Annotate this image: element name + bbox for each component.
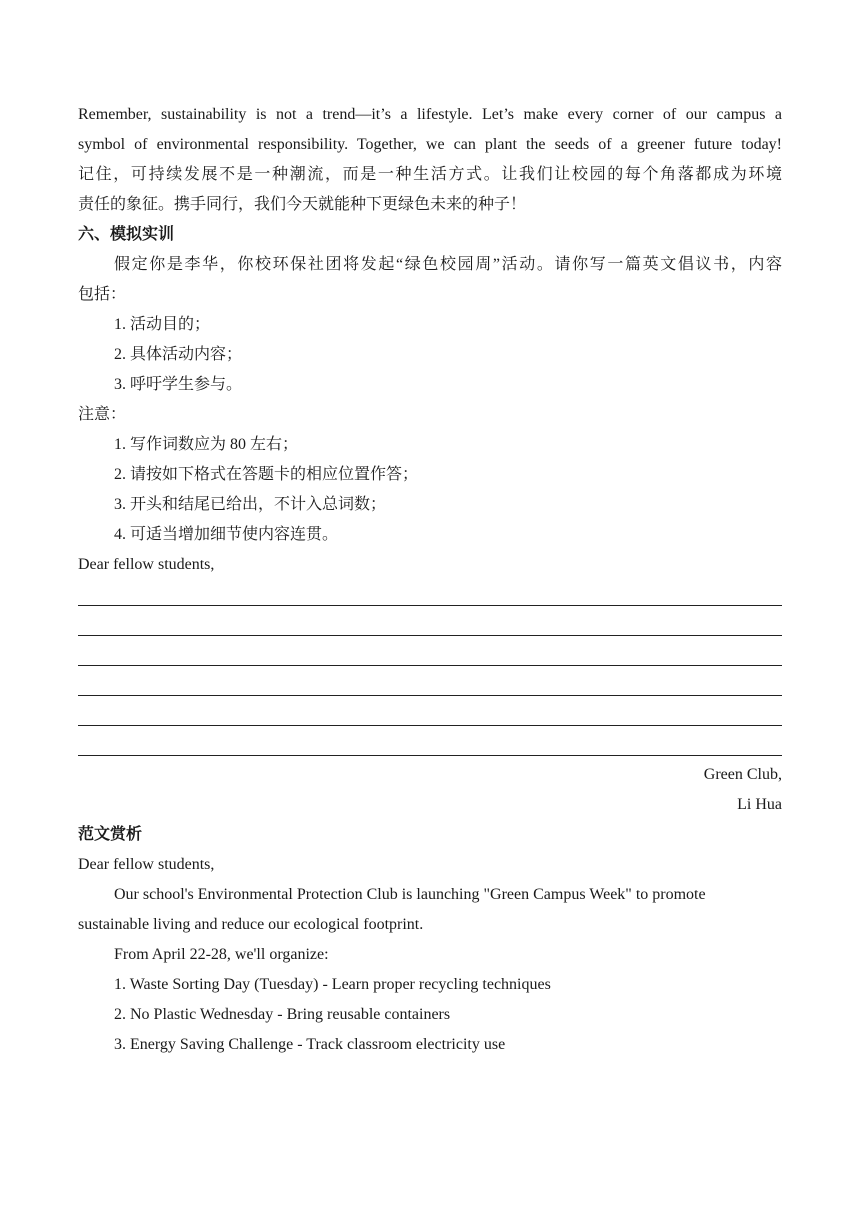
intro-chinese-line-2: 责任的象征。携手同行，我们今天就能种下更绿色未来的种子！ [78, 196, 527, 213]
intro-english-line-1: Remember, sustainability is not a trend—it’s a lifestyle. Let’s make every corner of our campus a [78, 106, 782, 123]
intro-english-line-2: symbol of environmental responsibility. Together, we can plant the seeds of a greener future today! [78, 136, 782, 153]
answer-line[interactable] [78, 700, 782, 730]
requirement-item: 1. 活动目的； [114, 316, 211, 333]
document-page [78, 100, 782, 1060]
writing-salutation: Dear fellow students, [78, 556, 215, 573]
section-heading: 六、模拟实训 [78, 226, 175, 243]
note-item: 2. 请按如下格式在答题卡的相应位置作答； [114, 466, 419, 483]
notes-label: 注意： [78, 406, 127, 423]
requirement-item: 2. 具体活动内容； [114, 346, 243, 363]
sample-paragraph-line: sustainable living and reduce our ecological footprint. [78, 916, 424, 933]
sample-paragraph-intro: From April 22-28, we'll organize: [114, 946, 329, 963]
activity-item: 3. Energy Saving Challenge - Track classroom electricity use [114, 1036, 506, 1053]
activity-item: 2. No Plastic Wednesday - Bring reusable containers [114, 1006, 451, 1023]
task-prompt-line-2: 包括： [78, 286, 127, 303]
answer-line[interactable] [78, 670, 782, 700]
requirement-item: 3. 呼吁学生参与。 [114, 376, 243, 393]
signoff-club: Green Club, [703, 766, 782, 783]
answer-line[interactable] [78, 580, 782, 610]
answer-line[interactable] [78, 730, 782, 760]
answer-line[interactable] [78, 640, 782, 670]
activity-item: 1. Waste Sorting Day (Tuesday) - Learn proper recycling techniques [114, 976, 551, 993]
answer-line[interactable] [78, 610, 782, 640]
signoff-name: Li Hua [737, 796, 782, 813]
sample-heading: 范文赏析 [78, 826, 143, 843]
sample-paragraph-line: Our school's Environmental Protection Club is launching "Green Campus Week" to promote [114, 886, 706, 903]
note-item: 3. 开头和结尾已给出，不计入总词数； [114, 496, 387, 513]
note-item: 1. 写作词数应为 80 左右； [114, 436, 299, 453]
intro-chinese-line-1: 记住，可持续发展不是一种潮流，而是一种生活方式。让我们让校园的每个角落都成为环境 [78, 166, 782, 183]
task-prompt-line-1: 假定你是李华，你校环保社团将发起“绿色校园周”活动。请你写一篇英文倡议书，内容 [114, 256, 782, 273]
note-item: 4. 可适当增加细节使内容连贯。 [114, 526, 339, 543]
sample-salutation: Dear fellow students, [78, 856, 215, 873]
